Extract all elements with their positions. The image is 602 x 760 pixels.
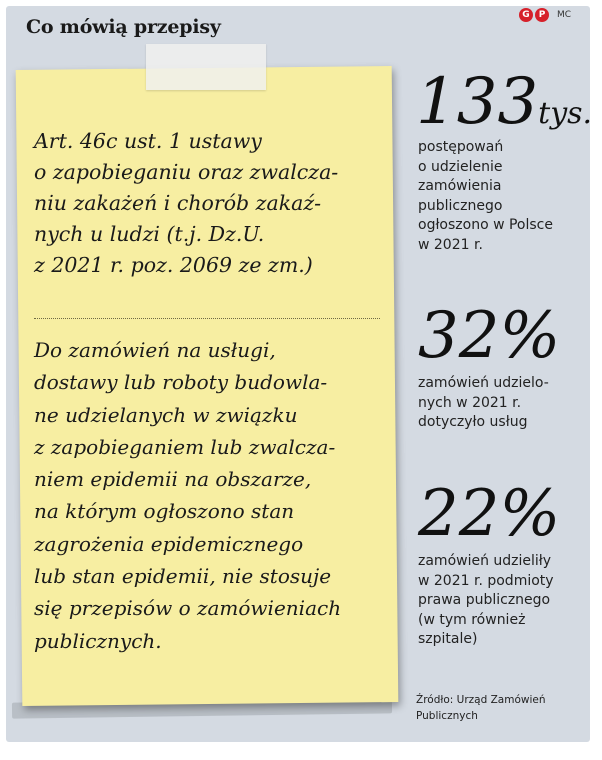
article-body-line: z zapobieganiem lub zwalcza- (34, 434, 336, 459)
article-body-line: ne udzielanych w związku (34, 402, 298, 427)
stat-3-desc-line: w 2021 r. podmioty (418, 572, 554, 589)
stat-1-desc-line: zamówienia (418, 178, 502, 194)
stat-3-desc-line: prawa publicznego (418, 592, 551, 608)
stat-1-value (416, 65, 593, 139)
stat-1-desc-line: w 2021 r. (418, 236, 483, 253)
stat-1-desc-line: o udzielenie (418, 158, 503, 175)
article-title-line: z 2021 r. poz. 2069 ze zm.) (34, 253, 313, 277)
stat-1-unit: tys. (538, 96, 593, 131)
tape-strip (146, 44, 266, 90)
article-title-line: niu zakażeń i chorób zakaź- (34, 191, 322, 215)
article-body (34, 334, 390, 657)
source-line: Publicznych (416, 710, 478, 722)
article-body-line: się przepisów o zamówieniach (34, 596, 342, 621)
article-body-line: Do zamówień na usługi, (34, 338, 276, 362)
stat-2-desc-line: nych w 2021 r. (418, 394, 522, 411)
stat-3-desc-line: szpitale) (418, 631, 478, 647)
stat-3-desc-line: (w tym również (418, 611, 526, 628)
article-body-line: dostawy lub roboty budowla- (34, 370, 328, 395)
logo-mark-1: G (519, 8, 533, 22)
article-title-line: Art. 46c ust. 1 ustawy (34, 129, 262, 153)
publisher-logo (519, 8, 571, 22)
stat-1-desc-line: postępowań (418, 139, 504, 155)
stat-3-desc-line: zamówień udzieliły (418, 553, 552, 569)
article-title-line: o zapobieganiu oraz zwalcza- (34, 160, 339, 184)
stat-2-value: 32% (418, 299, 561, 373)
source-line: Źródło: Urząd Zamówień (416, 694, 546, 706)
stat-1-number: 133 (416, 65, 539, 139)
heading: Co mówią przepisy (26, 16, 221, 38)
stat-2-desc-line: zamówień udzielo- (418, 375, 549, 391)
logo-mark-2: P (535, 8, 549, 22)
article-body-line: lub stan epidemii, nie stosuje (34, 564, 332, 589)
article-body-line: zagrożenia epidemicznego (34, 531, 304, 556)
stat-1-description (418, 138, 553, 255)
article-body-line: na którym ogłoszono stan (34, 499, 295, 524)
article-title-line: nych u ludzi (t.j. Dz.U. (34, 222, 265, 246)
stat-3-value: 22% (418, 477, 561, 551)
stat-3-description (418, 552, 554, 650)
stat-2-description (418, 374, 549, 433)
article-body-line: publicznych. (34, 628, 162, 653)
article-title (34, 126, 384, 281)
article-body-line: niem epidemii na obszarze, (34, 467, 312, 492)
author-credit: MC (557, 10, 572, 20)
source-note (416, 692, 586, 724)
stat-1-desc-line: publicznego (418, 197, 503, 214)
stat-1-desc-line: ogłoszono w Polsce (418, 217, 553, 233)
dotted-divider (34, 318, 380, 319)
stat-2-desc-line: dotyczyło usług (418, 414, 528, 430)
